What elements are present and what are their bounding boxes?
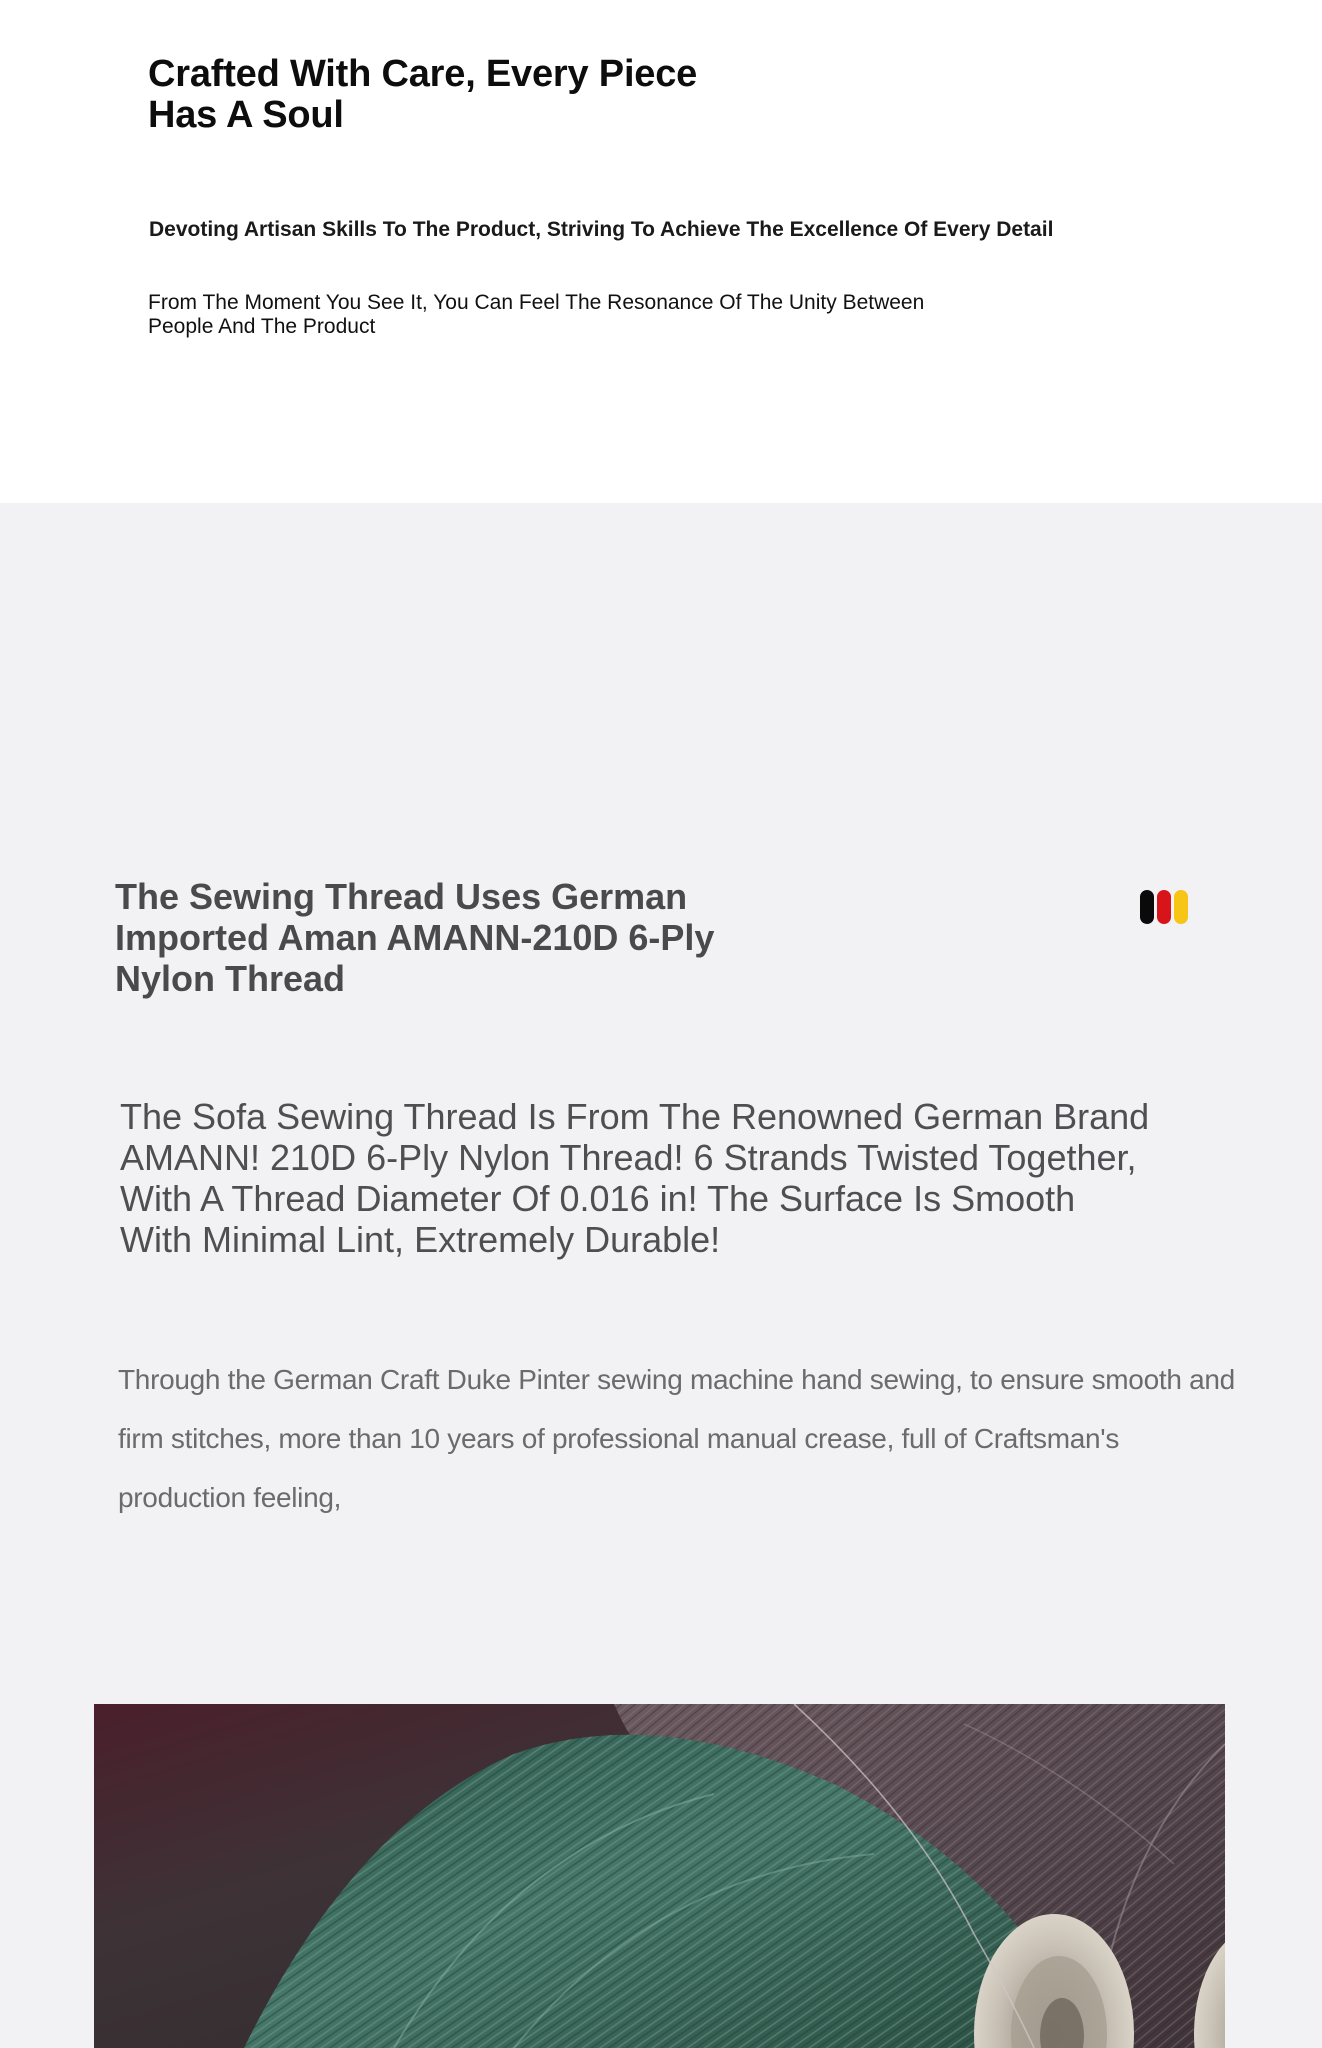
craft-description: Through the German Craft Duke Pinter sewing machine hand sewing, to ensure smooth and firm stitches, more than 10 years of professional manual crease, full of Craftsman's production feeling, xyxy=(118,1364,1235,1513)
thread-feature-text: The Sofa Sewing Thread Is From The Renowned German Brand AMANN! 210D 6-Ply Nylon Thread! 6 Strands Twisted Together, With A Thread Diameter Of 0.016 in! The Surface Is Smooth With Minimal Lint, Extremely Durable! xyxy=(120,1096,1150,1260)
intro-description: From The Moment You See It, You Can Feel The Resonance Of The Unity Between People And The Product xyxy=(148,291,925,338)
intro-subheadline: Devoting Artisan Skills To The Product, Striving To Achieve The Excellence Of Every Detail xyxy=(149,218,1054,241)
thread-title: The Sewing Thread Uses German Imported Aman AMANN-210D 6-Ply Nylon Thread xyxy=(115,876,715,999)
thread-spools-illustration xyxy=(94,1704,1225,2048)
flag-stripe-red xyxy=(1157,890,1171,924)
germany-flag-icon xyxy=(1140,890,1188,924)
thread-spools-photo xyxy=(94,1704,1225,2048)
intro-section xyxy=(0,0,1322,503)
intro-headline: Crafted With Care, Every Piece Has A Soul xyxy=(148,53,698,136)
flag-stripe-black xyxy=(1140,890,1154,924)
flag-stripe-gold xyxy=(1174,890,1188,924)
